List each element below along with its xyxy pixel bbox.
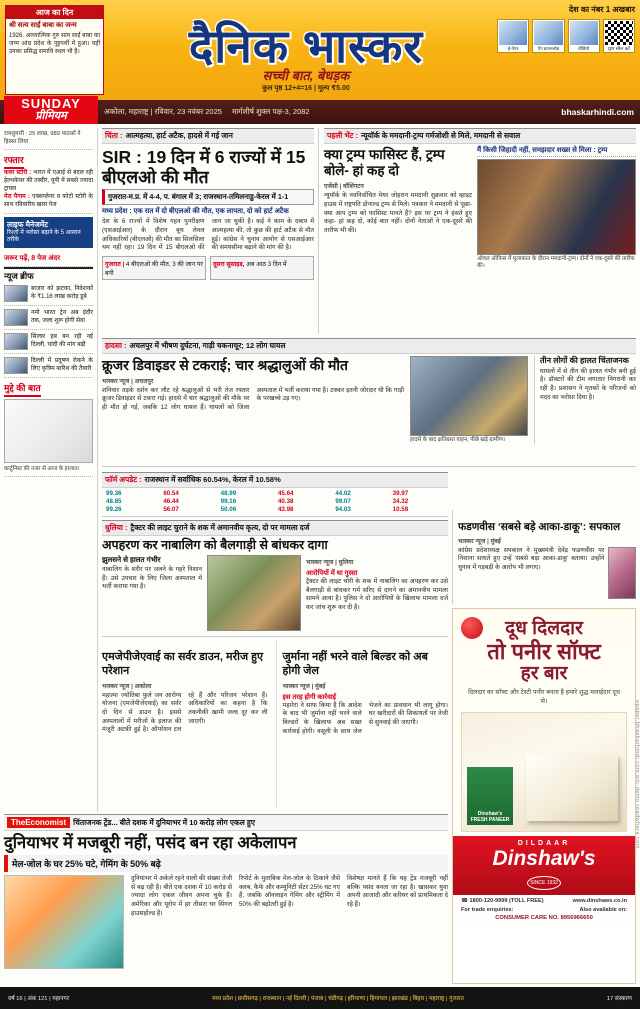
table-cell: 44.02 bbox=[335, 490, 351, 497]
brief-text: सिल्वर हब बन रही नई दिल्ली, चांदी की मांग बढ़ी bbox=[31, 334, 93, 349]
lead-body: देश के 6 राज्यों में विशेष गहन पुनरीक्षण (एसआईआर) के दौरान बूथ लेवल अधिकारियों (बीएलओ) की मौत का सिलसिला थम नहीं रहा। 19 दिन में 15 बीएलओ की जान जा चुकी है। कई ने काम के दबाव में आत्महत्या की, तो कुछ की हार्ट अटैक से मौत हुई। कांग्रेस ने चुनाव आयोग से एसआईआर की समयसीमा बढ़ाने की मांग की है। bbox=[102, 218, 314, 252]
server-headline: एमजेपीजेएवाई का सर्वर डाउन, मरीज हुए परेशान bbox=[102, 651, 264, 677]
form-update-strip bbox=[102, 472, 448, 517]
paneer-pack-label: Dinshaw's FRESH PANEER bbox=[467, 767, 513, 825]
lead-headline: SIR : 19 दिन में 6 राज्यों में 15 बीएलओ की मौत bbox=[102, 147, 306, 188]
kicker-label: पहली भेंट : bbox=[327, 131, 358, 140]
kicker-text: न्यूयॉर्क के ममदानी-ट्रम्प गर्मजोशी से मिले, ममदानी से सवाल bbox=[361, 131, 521, 140]
economist-headline: दुनियाभर में मजबूरी नहीं, पसंद बन रहा अकेलापन bbox=[4, 834, 297, 852]
ad-headline-2: तो पनीर सॉफ्ट bbox=[487, 638, 601, 664]
price-line: कुल पृष्ठ 12+4=16 | मूल्य ₹5.00 bbox=[262, 85, 350, 92]
crash-body: शनिवार तड़के दर्शन कर लौट रहे श्रद्धालुओं से भरी तेज रफ्तार क्रूजर डिवाइडर से टकरा गई। हादसे में चार श्रद्धालुओं की मौके पर ही मौत हो गई, जबकि 12 लोग घायल हैं। घायलों को जिला अस्पताल में भर्ती कराया गया है। टक्कर इतनी जोरदार थी कि गाड़ी के परखच्चे उड़ गए। bbox=[102, 386, 404, 412]
jurmana-headline: जुर्माना नहीं भरने वाले बिल्डर को अब होगी जेल bbox=[282, 651, 428, 677]
cartoon-caption: कार्टूनिस्ट की नजर से आज के हालात। bbox=[4, 466, 80, 473]
kicker-bar bbox=[102, 520, 448, 536]
table-cell: 99.16 bbox=[220, 498, 237, 505]
today-box-title: श्री सत्य साईं बाबा का जन्म bbox=[9, 22, 77, 29]
ad-headline-1: दूध दिलदार bbox=[505, 618, 583, 639]
phone-number: ☎ 1800-120-9999 (TOLL FREE) bbox=[461, 898, 544, 905]
story-server-down bbox=[102, 640, 268, 808]
fadnavis-headline: फडणवीस ‘सबसे बड़े आका-डाकू’: सपकाल bbox=[458, 520, 621, 533]
brief-thumbnail bbox=[4, 357, 28, 374]
consumer-care: CONSUMER CARE NO. 8956966650 bbox=[495, 915, 593, 922]
kicker-bar bbox=[4, 814, 448, 831]
promo-image bbox=[534, 21, 562, 45]
poll-note: रायशुमारी : 25 लाख, 989 पाठकों ने हिस्सा लिया bbox=[4, 128, 93, 150]
crash-headline: क्रूजर डिवाइडर से टकराई; चार श्रद्धालुओं की मौत bbox=[102, 357, 348, 373]
qr-code-icon bbox=[605, 21, 633, 45]
brief-thumbnail bbox=[4, 309, 28, 326]
mini-box-suicide bbox=[210, 256, 314, 280]
item-label: कवर स्टोरी : bbox=[4, 170, 32, 177]
kidnap-photo bbox=[207, 555, 301, 631]
kicker-text: अचलपुर में भीषण दुर्घटना, गाड़ी चकनाचूर; 12 लोग घायल bbox=[129, 341, 286, 350]
mini-box-gujarat bbox=[102, 256, 206, 280]
table-cell: 60.54 bbox=[163, 490, 179, 497]
trump-body: न्यूयॉर्क के नवनिर्वाचित मेयर जोहरान ममदानी शुक्रवार को व्हाइट हाउस में राष्ट्रपति डोनाल्ड ट्रम्प से मिले। पत्रकार ने ममदानी से पूछा- क्या आप ट्रम्प को फासिस्ट मानते हैं? इस पर ट्रम्प ने हंसते हुए कहा- हां कह दो, कोई बात नहीं। दोनों नेताओं ने एक-दूसरे की तारीफ भी की। bbox=[324, 192, 472, 235]
economist-brand: TheEconomist bbox=[7, 817, 70, 828]
table-cell: 99.36 bbox=[106, 490, 122, 497]
economist-feature bbox=[4, 814, 448, 982]
kicker-bar bbox=[324, 128, 636, 144]
byline: भास्कर न्यूज | मुंबई bbox=[458, 537, 501, 545]
byline: भास्कर न्यूज | अकोला bbox=[102, 682, 152, 690]
trump-headline: क्या ट्रम्प फासिस्ट हैं, ट्रम्प बोले- हां कह दो bbox=[324, 147, 445, 179]
lead-story-sir bbox=[102, 128, 314, 334]
page-footer bbox=[0, 987, 640, 1009]
story-trump-mamdani bbox=[318, 128, 636, 334]
promo-box-3 bbox=[568, 19, 600, 53]
qr-box bbox=[603, 19, 635, 53]
lead-mini-boxes bbox=[102, 256, 314, 280]
table-cell: 48.99 bbox=[220, 490, 237, 497]
kicker-text: राजस्थान में सर्वाधिक 60.54%, केरल में 10.58% bbox=[144, 475, 281, 484]
brand-top: DILDAAR bbox=[517, 840, 571, 848]
kidnap-red-subhead: आरोपियों में था गुस्सा bbox=[306, 570, 358, 577]
trump-quote: मैं किसी जिहादी नहीं, समझदार शख्स से मिला : ट्रम्प bbox=[477, 146, 636, 157]
editorial-cartoon bbox=[4, 399, 93, 463]
kicker-text: ट्रैक्टर की लाइट चुराने के शक में अमानवीय कृत्य, दो पर मामला दर्ज bbox=[130, 523, 310, 532]
kicker-text: आत्महत्या, हार्ट अटैक, हादसे में गई जान bbox=[125, 131, 233, 140]
promo-image bbox=[499, 21, 527, 45]
hindu-calendar: मार्गशीर्ष शुक्ल पक्ष-3, 2082 bbox=[231, 107, 310, 116]
paneer-cubes-photo bbox=[526, 755, 618, 821]
news-brief-item bbox=[4, 306, 93, 330]
brief-text: नमो भारत ट्रेन अब इंदौर तक, जल्द शुरू होगी सेवा bbox=[31, 310, 93, 325]
table-cell: 56.07 bbox=[163, 506, 179, 513]
news-brief-item bbox=[4, 282, 93, 306]
kicker-label: हादसा : bbox=[105, 341, 127, 350]
table-cell: 94.03 bbox=[335, 506, 351, 513]
today-box-body: 1926. आध्यात्मिक गुरु सत्य साईं बाबा का जन्म आंध्र प्रदेश के पुट्टपर्थी में हुआ। यहीं उनका प्रसिद्ध समाधि स्थल भी है। bbox=[9, 33, 100, 56]
ad-contact-row bbox=[453, 895, 635, 904]
raftar-section-label: रफ्तार bbox=[4, 153, 24, 169]
brief-thumbnail bbox=[4, 285, 28, 302]
news-brief-item bbox=[4, 354, 93, 378]
life-text: रिश्तों में भरोसा बढ़ाने के 5 आसान तरीके bbox=[7, 229, 81, 244]
raftar-item bbox=[4, 193, 93, 209]
news-brief-item bbox=[4, 330, 93, 354]
table-cell: 40.38 bbox=[277, 498, 294, 505]
crash-side-story bbox=[534, 356, 636, 444]
photo-caption: ओवल ऑफिस में मुलाकात के दौरान ममदानी-ट्रम्प। दोनों ने एक-दूसरे की तारीफ की। bbox=[477, 256, 635, 269]
premium-label: प्रीमियम bbox=[35, 110, 67, 123]
ad-trade-row bbox=[453, 904, 635, 913]
truck-crash-photo bbox=[410, 356, 528, 436]
promo-box-1 bbox=[497, 19, 529, 53]
table-cell: 39.97 bbox=[392, 490, 409, 497]
economist-subhead: मेल-जोल के घर 25% घटे, गेमिंग के 50% बढ़े bbox=[4, 855, 448, 872]
fadnavis-body: कांग्रेस प्रदेशाध्यक्ष सपकाल ने मुख्यमंत्री देवेंद्र फडणवीस पर निशाना साधते हुए उन्हें ‘सबसे बड़ा आका-डाकू’ बताया। उन्होंने चुनाव में गड़बड़ी के आरोप भी लगाए। bbox=[458, 546, 605, 571]
side-headline: तीन लोगों की हालत चिंताजनक bbox=[540, 356, 629, 365]
masthead-right bbox=[497, 4, 635, 53]
brief-text: दिल्ली में प्रदूषण रोकने के लिए कृत्रिम बारिश की तैयारी bbox=[31, 358, 93, 373]
app-promo-boxes bbox=[497, 19, 635, 53]
available-on: Also available on: bbox=[579, 907, 627, 914]
raftar-item bbox=[4, 169, 93, 193]
ad-website: www.dinshaws.co.in bbox=[572, 898, 627, 905]
kidnap-headline: अपहरण कर नाबालिग को बैलगाड़ी से बांधकर दागा bbox=[102, 538, 328, 552]
kicker-label: धुलिया : bbox=[105, 523, 128, 532]
story-kidnap bbox=[102, 520, 448, 637]
epaper-url: epaper.bhaskarhindi.com.wic-demo.readwhere.com bbox=[634, 700, 640, 849]
byline: भास्कर न्यूज | मुंबई bbox=[282, 682, 326, 690]
ad-brand-band bbox=[453, 836, 635, 895]
kicker-bar bbox=[102, 128, 314, 144]
promo-caption: QR स्कैन करें bbox=[607, 46, 630, 51]
photo-caption: हादसे के बाद क्षतिग्रस्त वाहन; पीछे खड़े ग्रामीण। bbox=[410, 437, 505, 443]
news-brief-label: न्यूज ब्रीफ bbox=[4, 267, 93, 282]
promo-image bbox=[570, 21, 598, 45]
story-builder-jail bbox=[276, 640, 449, 808]
promo-caption: ऐप डाउनलोड bbox=[537, 46, 560, 51]
since-badge: SINCE 1932 bbox=[527, 876, 561, 890]
life-management-box bbox=[4, 217, 93, 249]
mini-text: 4 बीएलओ की मौत, 3 की जान पर बनी bbox=[105, 261, 203, 277]
table-cell: 45.64 bbox=[277, 490, 294, 497]
newspaper-logo: दैनिक भास्कर bbox=[188, 20, 424, 72]
kicker-label: चिंता : bbox=[105, 131, 123, 140]
story-fadnavis bbox=[452, 510, 636, 604]
today-in-history-box bbox=[5, 5, 104, 95]
footer-editions: मध्य प्रदेश | छत्तीसगढ़ | राजस्थान | नई दिल्ली | पंजाब | चंडीगढ़ | हरियाणा | हिमाचल | झारखंड | बिहार | महाराष्ट्र | गुजरात bbox=[212, 996, 464, 1002]
jurmana-red-subhead: इस तरह होगी कार्रवाई bbox=[282, 693, 336, 701]
item-label: मेरा पैगाम : bbox=[4, 194, 30, 201]
table-cell: 99.26 bbox=[106, 506, 122, 513]
newspaper-tagline: सच्ची बात, बेधड़क bbox=[262, 68, 350, 83]
kidnap-subbody: नाबालिग के शरीर पर जलने के गहरे निशान हैं। उसे उपचार के लिए जिला अस्पताल में भर्ती कराया गया है। bbox=[102, 566, 202, 591]
byline: भास्कर न्यूज | धुलिया bbox=[306, 559, 354, 566]
mudde-section-label: मुद्दे की बात bbox=[4, 381, 41, 397]
trump-mamdani-photo bbox=[477, 159, 636, 255]
masthead bbox=[0, 0, 640, 100]
sunday-premium-badge bbox=[4, 96, 98, 124]
table-cell: 43.98 bbox=[277, 506, 294, 513]
kicker-bar bbox=[102, 472, 448, 488]
side-body: घायलों में से तीन की हालत गंभीर बनी हुई है। डॉक्टरों की टीम लगातार निगरानी कर रही है। प्रशासन ने मृतकों के परिजनों को मदद का भरोसा दिया है। bbox=[540, 367, 636, 401]
loneliness-illustration bbox=[4, 875, 124, 969]
kidnap-body: ट्रैक्टर की लाइट चोरी के शक में नाबालिग का अपहरण कर उसे बैलगाड़ी से बांधकर गर्म सरिए से दागने का अमानवीय मामला सामने आया है। पुलिस ने दो आरोपियों के खिलाफ मामला दर्ज कर जांच शुरू कर दी है। bbox=[306, 578, 448, 612]
kicker-bar bbox=[102, 338, 636, 354]
kicker-label: फॉर्म अपडेट : bbox=[105, 475, 142, 484]
ad-subtext: दिलदार का सॉफ्ट और टेस्टी पनीर बनता है हमारे शुद्ध मलाईदार दूध से। bbox=[468, 688, 620, 705]
table-cell: 50.06 bbox=[220, 506, 237, 513]
story-crash bbox=[102, 338, 636, 467]
server-body: महात्मा ज्योतिबा फुले जन आरोग्य योजना (एमजेपीजेएवाई) का सर्वर दो दिन से डाउन है। इससे अस्पतालों में मरीजों के इलाज की मंजूरी अटकी हुई है। ऑपरेशन टल रहे हैं और परिजन परेशान हैं। अधिकारियों का कहना है कि तकनीकी खामी जल्द दूर कर ली जाएगी। bbox=[102, 691, 268, 734]
lead-subhead: गुजरात-म.प्र. में 4-4, प. बंगाल में 3; राजस्थान-तमिलनाडु-केरल में 1-1 bbox=[102, 189, 314, 205]
website-url: bhaskarhindi.com bbox=[561, 107, 634, 117]
lead-highlight: मध्य प्रदेश : एक रात में दो बीएलओ की मौत, एक लापता, दो को हार्ट अटैक bbox=[102, 208, 289, 216]
promo-caption: वीडियो bbox=[578, 46, 590, 51]
table-cell: 46.44 bbox=[163, 498, 179, 505]
form-percentage-table bbox=[102, 488, 448, 515]
jurmana-body: महारेरा ने साफ किया है कि आदेश के बाद भी जुर्माना नहीं भरने वाले बिल्डरों के खिलाफ अब सख्त कार्रवाई होगी। वसूली के साथ जेल भेजने का प्रावधान भी लागू होगा। घर खरीदारों की शिकायतों पर तेजी से सुनवाई की जाएगी। bbox=[282, 701, 448, 735]
economist-col2: रिपोर्ट के मुताबिक मेल-जोल के ठिकाने जैसे क्लब, कैफे और कम्युनिटी सेंटर 25% घट गए हैं, जबकि ऑनलाइन गेमिंग और स्ट्रीमिंग में 50% की बढ़ोतरी हुई है। bbox=[239, 874, 340, 909]
mini-label: गुजरात | bbox=[105, 261, 125, 268]
promo-caption: ई-पेपर bbox=[507, 46, 519, 51]
brand-name: Dinshaw's bbox=[492, 847, 596, 871]
dinshaws-logo-icon bbox=[461, 617, 483, 639]
fadnavis-photo bbox=[608, 547, 636, 599]
kicker-text: चिंताजनक ट्रेंड... बीते दशक में दुनियाभर में 10 करोड़ लोग एकल हुए bbox=[73, 818, 256, 827]
kidnap-subhead: झुलसने से हालत गंभीर bbox=[102, 555, 161, 564]
table-cell: 99.07 bbox=[335, 498, 351, 505]
edition-date: अकोला, महाराष्ट्र | रविवार, 23 नवंबर 2025 bbox=[104, 107, 222, 116]
economist-col3: विशेषज्ञ मानते हैं कि यह ट्रेंड मजबूरी नहीं बल्कि पसंद बनता जा रहा है। खासकर युवा अपनी आजादी और करियर को प्राथमिकता दे रहे हैं। bbox=[347, 874, 448, 909]
life-label: लाइफ मैनेजमेंट bbox=[7, 219, 49, 229]
item-text: एक्सप्लेनर व फोटो स्टोरी के साथ रविवारीय खास पेज bbox=[4, 194, 93, 209]
dinshaws-advertisement bbox=[452, 608, 636, 984]
lower-stories-row bbox=[102, 640, 448, 808]
table-cell: 10.58 bbox=[392, 506, 409, 513]
byline: एजेंसी | वॉशिंगटन bbox=[324, 183, 364, 191]
brief-thumbnail bbox=[4, 333, 28, 350]
mini-label: दूसरा सुसाइड, bbox=[213, 261, 245, 268]
item-text: भारत में एआई से बदल रही हेल्थकेयर की तस्वीर, यूपी में सबसे ज्यादा ट्रायल bbox=[4, 170, 93, 193]
footer-issue: वर्ष 16 | अंक 121 | महानगर bbox=[8, 996, 70, 1002]
today-box-header: आज का दिन bbox=[6, 6, 103, 19]
table-cell: 48.85 bbox=[106, 498, 122, 505]
trade-enquiries: For trade enquiries: bbox=[461, 907, 514, 914]
ad-headline-3: हर बार bbox=[520, 663, 568, 685]
mini-text: अब आठ 3 दिन में bbox=[246, 261, 287, 268]
sunday-label: SUNDAY bbox=[21, 96, 81, 112]
brief-text: बाजार को झटका, निवेशकों के ₹1.16 लाख करोड़ डूबे bbox=[31, 286, 93, 301]
promo-box-2 bbox=[532, 19, 564, 53]
byline: भास्कर न्यूज | अचलपुर bbox=[102, 377, 154, 385]
table-cell: 34.32 bbox=[392, 498, 409, 505]
inside-pages-note: जरूर पढ़ें, 8 पेज अंदर bbox=[4, 251, 93, 267]
crash-photo-block bbox=[410, 356, 528, 444]
left-sidebar bbox=[4, 128, 98, 812]
paneer-product-shot bbox=[461, 712, 627, 832]
no1-claim: देश का नंबर 1 अखबार bbox=[568, 5, 635, 14]
economist-col1: दुनियाभर में अकेले रहने वालों की संख्या तेजी से बढ़ रही है। बीते एक दशक में 10 करोड़ से ज्यादा लोग एकल जीवन अपना चुके हैं। अमेरिका और यूरोप में हर तीसरा घर सिंगल हाउसहोल्ड है। bbox=[131, 874, 232, 917]
footer-count: 17 संस्करण bbox=[606, 996, 632, 1002]
